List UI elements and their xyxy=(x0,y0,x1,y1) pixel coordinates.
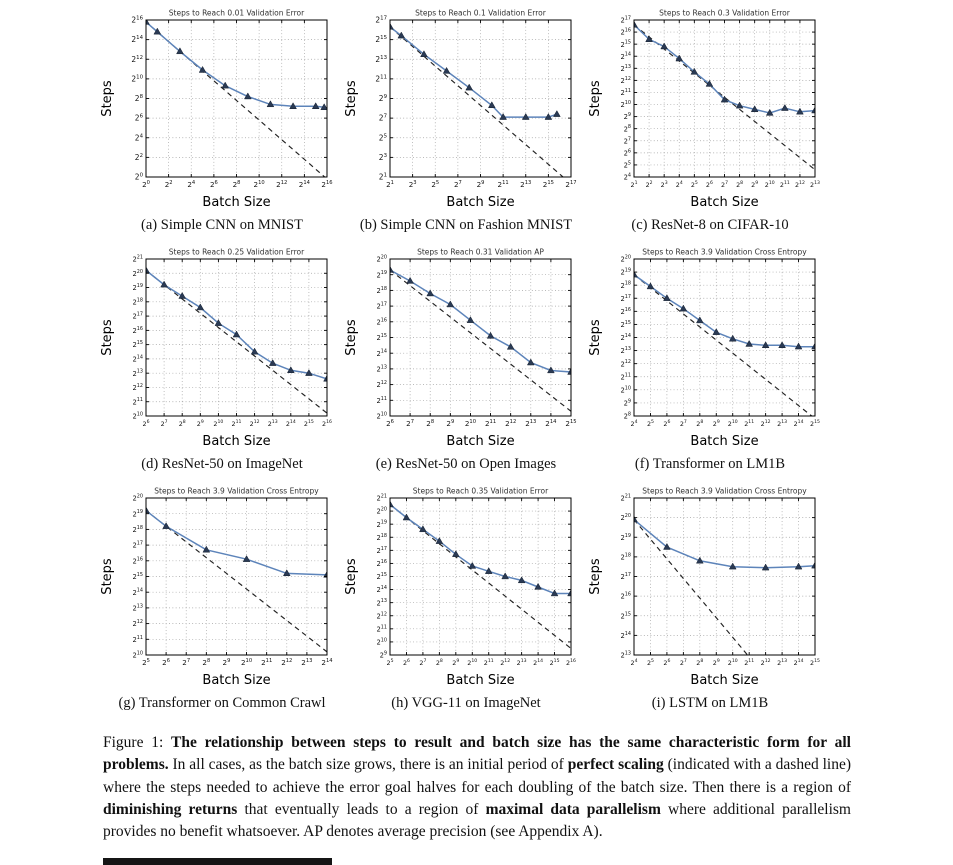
svg-text:22: $2^2$ xyxy=(134,152,143,162)
svg-text:221: $2^{21}$ xyxy=(132,254,143,264)
svg-text:210: $2^{10}$ xyxy=(240,657,253,667)
svg-text:216: $2^{16}$ xyxy=(322,419,332,428)
svg-text:25: $2^5$ xyxy=(646,658,654,667)
svg-text:Steps: Steps xyxy=(588,558,603,595)
svg-text:210: $2^{10}$ xyxy=(132,411,143,421)
svg-text:Steps: Steps xyxy=(100,558,115,595)
svg-text:27: $2^7$ xyxy=(623,136,631,146)
svg-text:215: $2^{15}$ xyxy=(132,572,143,582)
svg-text:210: $2^{10}$ xyxy=(213,419,224,428)
chart-svg-d xyxy=(100,244,342,452)
svg-text:23: $2^3$ xyxy=(660,180,668,189)
svg-text:211: $2^{11}$ xyxy=(375,74,387,84)
chart-b xyxy=(344,5,586,213)
svg-text:218: $2^{18}$ xyxy=(376,532,387,542)
svg-text:219: $2^{19}$ xyxy=(376,270,387,280)
svg-text:213: $2^{13}$ xyxy=(132,368,143,378)
svg-text:217: $2^{17}$ xyxy=(375,15,387,25)
svg-text:216: $2^{16}$ xyxy=(620,27,631,37)
svg-text:218: $2^{18}$ xyxy=(132,524,143,534)
svg-text:27: $2^7$ xyxy=(182,657,191,667)
figure-caption xyxy=(103,732,851,844)
svg-text:221: $2^{21}$ xyxy=(620,493,631,503)
figure-grid xyxy=(100,5,953,722)
svg-text:213: $2^{13}$ xyxy=(520,179,532,189)
subplot-e xyxy=(344,244,588,473)
svg-text:28: $2^8$ xyxy=(202,657,211,667)
svg-text:213: $2^{13}$ xyxy=(810,180,820,189)
svg-text:213: $2^{13}$ xyxy=(777,419,788,428)
svg-text:24: $2^4$ xyxy=(675,180,683,189)
svg-text:213: $2^{13}$ xyxy=(376,598,387,608)
svg-text:21: $2^1$ xyxy=(630,180,638,189)
svg-text:214: $2^{14}$ xyxy=(132,354,143,364)
svg-text:219: $2^{19}$ xyxy=(376,519,387,529)
svg-text:215: $2^{15}$ xyxy=(565,418,577,428)
svg-text:23: $2^3$ xyxy=(378,152,387,162)
svg-text:Batch Size: Batch Size xyxy=(690,195,759,210)
svg-text:27: $2^7$ xyxy=(160,419,168,428)
svg-text:29: $2^9$ xyxy=(446,418,455,428)
svg-text:220: $2^{20}$ xyxy=(376,506,387,516)
svg-text:Batch Size: Batch Size xyxy=(446,434,515,449)
svg-text:216: $2^{16}$ xyxy=(132,556,143,566)
svg-text:23: $2^3$ xyxy=(408,179,417,189)
svg-text:Steps to Reach 0.25 Validation: Steps to Reach 0.25 Validation Error xyxy=(168,247,305,257)
svg-text:215: $2^{15}$ xyxy=(376,333,387,343)
svg-text:212: $2^{12}$ xyxy=(500,658,511,667)
svg-text:212: $2^{12}$ xyxy=(249,419,260,428)
svg-text:27: $2^7$ xyxy=(406,418,415,428)
subplot-f xyxy=(588,244,832,473)
svg-text:24: $2^4$ xyxy=(630,419,638,428)
chart-d xyxy=(100,244,342,452)
svg-text:215: $2^{15}$ xyxy=(549,658,560,667)
svg-text:22: $2^2$ xyxy=(645,180,653,189)
svg-text:26: $2^6$ xyxy=(142,419,150,428)
svg-text:Steps to Reach 0.3 Validation: Steps to Reach 0.3 Validation Error xyxy=(659,8,790,18)
svg-text:215: $2^{15}$ xyxy=(375,35,387,45)
subplot-b xyxy=(344,5,588,234)
svg-text:213: $2^{13}$ xyxy=(132,603,143,613)
svg-text:Steps: Steps xyxy=(588,80,603,117)
svg-text:213: $2^{13}$ xyxy=(525,418,537,428)
svg-text:215: $2^{15}$ xyxy=(132,340,143,350)
svg-text:212: $2^{12}$ xyxy=(132,382,143,393)
chart-svg-e xyxy=(344,244,586,452)
svg-text:215: $2^{15}$ xyxy=(620,39,631,49)
chart-f xyxy=(588,244,830,452)
svg-text:212: $2^{12}$ xyxy=(760,658,771,667)
svg-text:26: $2^6$ xyxy=(705,180,713,189)
svg-text:211: $2^{11}$ xyxy=(376,395,387,405)
svg-text:217: $2^{17}$ xyxy=(620,293,631,303)
svg-text:217: $2^{17}$ xyxy=(620,15,631,25)
svg-text:213: $2^{13}$ xyxy=(301,657,313,667)
svg-text:28: $2^8$ xyxy=(696,419,704,428)
cropped-next-text-line xyxy=(103,858,332,865)
chart-svg-c xyxy=(588,5,830,213)
chart-svg-f xyxy=(588,244,830,452)
svg-text:25: $2^5$ xyxy=(142,657,150,667)
svg-text:29: $2^9$ xyxy=(712,419,720,428)
subplot-i xyxy=(588,483,832,712)
svg-text:217: $2^{17}$ xyxy=(376,301,387,311)
caption-segment: Figure 1: xyxy=(103,734,171,751)
svg-text:Steps: Steps xyxy=(344,319,359,356)
svg-text:214: $2^{14}$ xyxy=(321,657,333,667)
svg-text:220: $2^{20}$ xyxy=(620,513,631,523)
chart-svg-h xyxy=(344,483,586,691)
subplot-caption-f: (f) Transformer on LM1B xyxy=(634,456,786,472)
svg-text:212: $2^{12}$ xyxy=(376,380,387,390)
svg-text:26: $2^6$ xyxy=(209,179,218,189)
subplot-caption-b: (b) Simple CNN on Fashion MNIST xyxy=(359,217,573,233)
subplot-a xyxy=(100,5,344,234)
svg-text:214: $2^{14}$ xyxy=(132,587,143,597)
chart-h xyxy=(344,483,586,691)
svg-text:28: $2^8$ xyxy=(623,124,631,134)
svg-text:26: $2^6$ xyxy=(402,658,410,667)
svg-text:Batch Size: Batch Size xyxy=(202,195,271,210)
chart-a xyxy=(100,5,342,213)
caption-segment: perfect scaling xyxy=(567,756,664,774)
svg-text:Steps to Reach 3.9 Validation: Steps to Reach 3.9 Validation Cross Entropy xyxy=(154,486,319,496)
svg-text:29: $2^9$ xyxy=(751,180,759,189)
svg-text:220: $2^{20}$ xyxy=(132,268,143,278)
svg-text:213: $2^{13}$ xyxy=(620,346,631,356)
svg-text:214: $2^{14}$ xyxy=(533,658,544,667)
svg-text:216: $2^{16}$ xyxy=(376,317,387,327)
svg-text:26: $2^6$ xyxy=(623,148,631,158)
svg-text:216: $2^{16}$ xyxy=(620,591,631,601)
svg-text:28: $2^8$ xyxy=(178,419,186,428)
svg-text:211: $2^{11}$ xyxy=(744,658,755,667)
svg-text:214: $2^{14}$ xyxy=(620,630,631,640)
svg-text:20: $2^0$ xyxy=(142,179,150,189)
svg-text:25: $2^5$ xyxy=(386,658,394,667)
caption-segment: The relationship between steps to result and batch size has the same characteristic form for all problems. xyxy=(103,734,851,774)
svg-text:29: $2^9$ xyxy=(623,398,631,408)
svg-text:211: $2^{11}$ xyxy=(497,179,509,189)
svg-text:218: $2^{18}$ xyxy=(620,552,631,562)
svg-text:217: $2^{17}$ xyxy=(132,311,143,321)
caption-segment: where additional parallelism provides no benefit whatsoever. AP denotes average precision (see Appendix A). xyxy=(103,800,851,841)
svg-text:219: $2^{19}$ xyxy=(620,267,631,277)
svg-text:214: $2^{14}$ xyxy=(376,585,387,595)
svg-text:26: $2^6$ xyxy=(386,418,394,428)
svg-text:Batch Size: Batch Size xyxy=(202,434,271,449)
svg-text:Steps to Reach 0.1 Validation: Steps to Reach 0.1 Validation Error xyxy=(415,8,546,18)
svg-text:214: $2^{14}$ xyxy=(376,348,387,358)
svg-text:Steps to Reach 3.9 Validation: Steps to Reach 3.9 Validation Cross Entropy xyxy=(642,247,807,257)
svg-text:28: $2^8$ xyxy=(623,411,631,421)
svg-text:217: $2^{17}$ xyxy=(132,540,143,550)
svg-text:213: $2^{13}$ xyxy=(376,364,387,374)
svg-text:211: $2^{11}$ xyxy=(132,634,143,644)
svg-text:27: $2^7$ xyxy=(419,658,427,667)
svg-text:216: $2^{16}$ xyxy=(376,558,387,569)
svg-text:25: $2^5$ xyxy=(646,419,654,428)
svg-text:212: $2^{12}$ xyxy=(760,419,771,428)
caption-segment: that eventually leads to a region of xyxy=(237,800,486,818)
svg-text:Steps: Steps xyxy=(100,319,115,356)
svg-text:215: $2^{15}$ xyxy=(376,572,387,582)
svg-text:26: $2^6$ xyxy=(663,658,671,667)
svg-text:211: $2^{11}$ xyxy=(483,658,494,667)
svg-text:26: $2^6$ xyxy=(663,419,671,428)
svg-text:Batch Size: Batch Size xyxy=(690,434,759,449)
caption-segment: diminishing returns xyxy=(103,800,238,818)
svg-text:28: $2^8$ xyxy=(696,658,704,667)
svg-text:210: $2^{10}$ xyxy=(727,419,738,428)
svg-text:24: $2^4$ xyxy=(187,179,196,189)
svg-text:218: $2^{18}$ xyxy=(132,297,143,307)
svg-text:215: $2^{15}$ xyxy=(620,611,631,621)
svg-text:216: $2^{16}$ xyxy=(620,306,631,316)
subplot-caption-d: (d) ResNet-50 on ImageNet xyxy=(141,456,303,472)
svg-text:213: $2^{13}$ xyxy=(777,658,788,667)
svg-text:26: $2^6$ xyxy=(162,657,171,667)
svg-text:28: $2^8$ xyxy=(134,94,143,104)
svg-text:214: $2^{14}$ xyxy=(620,51,631,61)
chart-svg-g xyxy=(100,483,342,691)
svg-text:210: $2^{10}$ xyxy=(764,180,775,189)
subplot-c xyxy=(588,5,832,234)
svg-text:213: $2^{13}$ xyxy=(375,54,387,64)
svg-text:24: $2^4$ xyxy=(623,172,631,182)
svg-text:28: $2^8$ xyxy=(426,418,435,428)
svg-text:Steps to Reach 0.01 Validation: Steps to Reach 0.01 Validation Error xyxy=(168,8,305,18)
subplot-caption-c: (c) ResNet-8 on CIFAR-10 xyxy=(631,217,789,233)
svg-text:217: $2^{17}$ xyxy=(620,572,631,582)
svg-text:210: $2^{10}$ xyxy=(132,650,143,660)
svg-text:29: $2^9$ xyxy=(379,650,387,660)
svg-text:220: $2^{20}$ xyxy=(376,254,387,264)
svg-text:214: $2^{14}$ xyxy=(285,419,296,428)
svg-text:211: $2^{11}$ xyxy=(376,624,387,634)
svg-text:27: $2^7$ xyxy=(679,658,687,667)
svg-text:213: $2^{13}$ xyxy=(516,658,527,667)
svg-text:22: $2^2$ xyxy=(164,179,173,189)
svg-text:29: $2^9$ xyxy=(452,658,460,667)
svg-text:Steps: Steps xyxy=(100,80,115,117)
svg-text:29: $2^9$ xyxy=(378,94,387,104)
svg-text:20: $2^0$ xyxy=(134,172,143,182)
svg-text:211: $2^{11}$ xyxy=(744,419,755,428)
svg-text:24: $2^4$ xyxy=(134,133,143,143)
svg-text:27: $2^7$ xyxy=(453,179,462,189)
svg-text:218: $2^{18}$ xyxy=(376,285,387,295)
subplot-g xyxy=(100,483,344,712)
svg-text:218: $2^{18}$ xyxy=(620,280,631,290)
svg-text:28: $2^8$ xyxy=(232,179,241,189)
svg-text:24: $2^4$ xyxy=(630,658,638,667)
svg-text:214: $2^{14}$ xyxy=(793,419,804,428)
svg-text:26: $2^6$ xyxy=(134,113,143,123)
svg-text:29: $2^9$ xyxy=(712,658,720,667)
svg-text:212: $2^{12}$ xyxy=(281,657,293,667)
caption-segment: maximal data parallelism xyxy=(485,800,661,818)
svg-text:28: $2^8$ xyxy=(736,180,744,189)
svg-text:27: $2^7$ xyxy=(378,113,387,123)
caption-segment: (indicated with a dashed line) where the steps needed to achieve the error goal halves for each doubling of the batch size. Then there is a region of xyxy=(103,756,852,796)
svg-text:211: $2^{11}$ xyxy=(261,657,273,667)
svg-text:210: $2^{10}$ xyxy=(620,100,631,110)
svg-text:211: $2^{11}$ xyxy=(620,87,631,98)
svg-text:214: $2^{14}$ xyxy=(298,179,310,189)
svg-text:25: $2^5$ xyxy=(431,179,440,189)
chart-e xyxy=(344,244,586,452)
svg-text:219: $2^{19}$ xyxy=(132,283,143,293)
subplot-d xyxy=(100,244,344,473)
subplot-caption-a: (a) Simple CNN on MNIST xyxy=(141,217,303,233)
svg-text:215: $2^{15}$ xyxy=(542,179,554,189)
subplot-h xyxy=(344,483,588,712)
svg-text:214: $2^{14}$ xyxy=(793,658,804,667)
svg-text:221: $2^{21}$ xyxy=(376,493,387,503)
svg-text:210: $2^{10}$ xyxy=(131,74,143,84)
svg-text:212: $2^{12}$ xyxy=(794,180,805,189)
svg-text:27: $2^7$ xyxy=(679,419,687,428)
svg-text:21: $2^1$ xyxy=(386,179,394,189)
svg-text:Steps to Reach 0.31 Validation: Steps to Reach 0.31 Validation AP xyxy=(417,247,544,257)
svg-text:211: $2^{11}$ xyxy=(779,180,790,189)
chart-svg-a xyxy=(100,5,342,213)
svg-text:213: $2^{13}$ xyxy=(620,650,631,660)
svg-text:Steps to Reach 0.35 Validation: Steps to Reach 0.35 Validation Error xyxy=(412,486,549,496)
svg-text:212: $2^{12}$ xyxy=(376,611,387,621)
svg-text:217: $2^{17}$ xyxy=(565,179,577,189)
svg-text:219: $2^{19}$ xyxy=(132,509,143,519)
svg-text:220: $2^{20}$ xyxy=(132,493,143,503)
svg-text:216: $2^{16}$ xyxy=(132,325,143,335)
svg-text:220: $2^{20}$ xyxy=(620,254,631,264)
svg-text:214: $2^{14}$ xyxy=(620,333,631,343)
svg-text:210: $2^{10}$ xyxy=(376,411,387,421)
svg-text:212: $2^{12}$ xyxy=(131,54,143,64)
svg-text:212: $2^{12}$ xyxy=(620,75,631,85)
svg-text:210: $2^{10}$ xyxy=(727,658,738,667)
svg-text:219: $2^{19}$ xyxy=(620,532,631,542)
svg-text:21: $2^1$ xyxy=(378,172,387,182)
svg-text:Batch Size: Batch Size xyxy=(446,195,515,210)
svg-text:29: $2^9$ xyxy=(623,112,631,122)
svg-text:Batch Size: Batch Size xyxy=(202,673,271,688)
svg-text:Batch Size: Batch Size xyxy=(446,673,515,688)
chart-c xyxy=(588,5,830,213)
svg-text:216: $2^{16}$ xyxy=(566,658,576,667)
svg-text:210: $2^{10}$ xyxy=(376,637,387,647)
svg-text:29: $2^9$ xyxy=(476,179,485,189)
svg-text:210: $2^{10}$ xyxy=(620,385,631,395)
svg-text:212: $2^{12}$ xyxy=(505,418,517,428)
svg-text:211: $2^{11}$ xyxy=(620,372,631,382)
chart-i xyxy=(588,483,830,691)
svg-text:211: $2^{11}$ xyxy=(231,419,242,428)
svg-text:214: $2^{14}$ xyxy=(131,35,143,45)
subplot-caption-e: (e) ResNet-50 on Open Images xyxy=(375,456,557,472)
chart-g xyxy=(100,483,342,691)
svg-text:210: $2^{10}$ xyxy=(464,418,477,428)
svg-text:217: $2^{17}$ xyxy=(376,545,387,555)
svg-text:212: $2^{12}$ xyxy=(132,619,143,629)
svg-text:25: $2^5$ xyxy=(623,160,631,170)
svg-text:29: $2^9$ xyxy=(196,419,204,428)
svg-text:212: $2^{12}$ xyxy=(276,179,288,189)
svg-text:216: $2^{16}$ xyxy=(321,179,333,189)
chart-svg-i xyxy=(588,483,830,691)
svg-text:213: $2^{13}$ xyxy=(620,63,631,73)
caption-segment: In all cases, as the batch size grows, there is an initial period of xyxy=(168,756,568,774)
svg-text:Steps: Steps xyxy=(344,558,359,595)
svg-text:25: $2^5$ xyxy=(690,180,698,189)
svg-text:212: $2^{12}$ xyxy=(620,359,631,369)
svg-text:Batch Size: Batch Size xyxy=(690,673,759,688)
svg-text:215: $2^{15}$ xyxy=(303,419,314,428)
chart-svg-b xyxy=(344,5,586,213)
svg-text:Steps: Steps xyxy=(588,319,603,356)
svg-text:25: $2^5$ xyxy=(378,133,387,143)
svg-text:215: $2^{15}$ xyxy=(810,658,820,667)
svg-text:27: $2^7$ xyxy=(720,180,729,189)
svg-text:211: $2^{11}$ xyxy=(484,418,497,428)
svg-text:215: $2^{15}$ xyxy=(620,319,631,330)
svg-text:213: $2^{13}$ xyxy=(267,419,278,428)
svg-text:29: $2^9$ xyxy=(222,657,231,667)
svg-text:211: $2^{11}$ xyxy=(132,397,143,407)
svg-text:210: $2^{10}$ xyxy=(253,179,265,189)
svg-text:Steps: Steps xyxy=(344,80,359,117)
subplot-caption-g: (g) Transformer on Common Crawl xyxy=(118,695,326,711)
subplot-caption-h: (h) VGG-11 on ImageNet xyxy=(391,695,541,711)
subplot-caption-i: (i) LSTM on LM1B xyxy=(651,695,769,711)
svg-text:216: $2^{16}$ xyxy=(131,15,143,25)
svg-text:215: $2^{15}$ xyxy=(810,419,820,428)
svg-text:Steps to Reach 3.9 Validation: Steps to Reach 3.9 Validation Cross Entropy xyxy=(642,486,807,496)
svg-text:210: $2^{10}$ xyxy=(467,658,478,667)
svg-text:28: $2^8$ xyxy=(435,658,443,667)
svg-text:214: $2^{14}$ xyxy=(545,418,557,428)
